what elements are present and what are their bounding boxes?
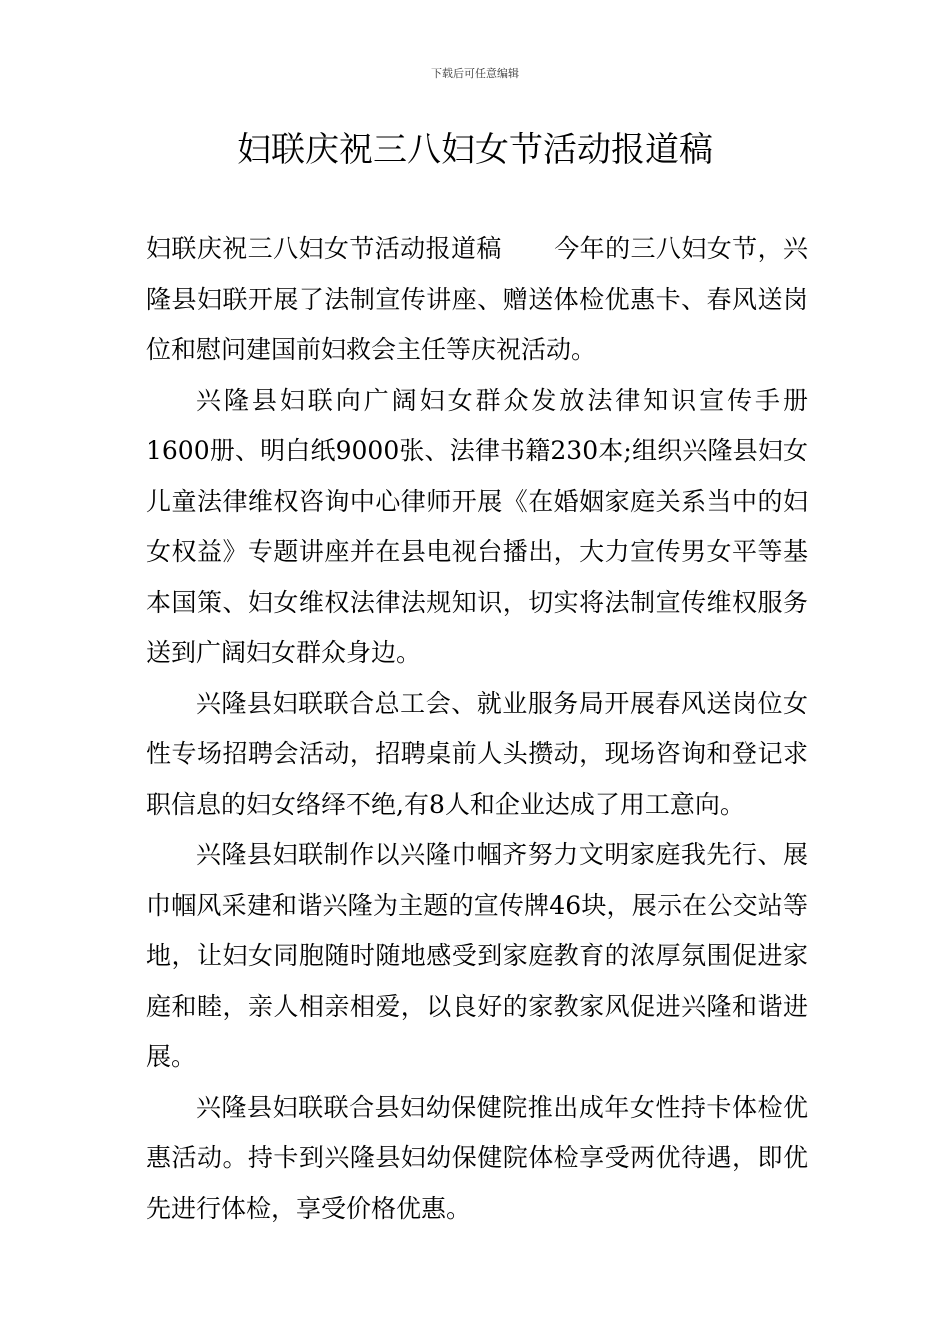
paragraph-health-check: 兴隆县妇联联合县妇幼保健院推出成年女性持卡体检优惠活动。持卡到兴隆县妇幼保健院体检享受两优待遇，即优先进行体检，享受价格优惠。 [146,1092,808,1223]
document-title: 妇联庆祝三八妇女节活动报道稿 [237,130,713,170]
lead-heading: 妇联庆祝三八妇女节活动报道稿 [146,234,502,263]
header-note: 下载后可任意编辑 [431,67,519,80]
document-body [146,224,808,1234]
paragraph-publicity-boards: 兴隆县妇联制作以兴隆巾帼齐努力文明家庭我先行、展巾帼风采建和谐兴隆为主题的宣传牌46块，展示在公交站等地，让妇女同胞随时随地感受到家庭教育的浓厚氛围促进家庭和睦，亲人相亲相爱，以良好的家教家风促进兴隆和谐进展。 [146,840,808,1071]
paragraph-job-fair: 兴隆县妇联联合总工会、就业服务局开展春风送岗位女性专场招聘会活动，招聘桌前人头攒动，现场咨询和登记求职信息的妇女络绎不绝,有8人和企业达成了用工意向。 [146,688,808,819]
lead-paragraph [146,224,808,376]
lead-text: 今年的三八妇女节，兴隆县妇联开展了法制宣传讲座、赠送体检优惠卡、春风送岗位和慰问建国前妇救会主任等庆祝活动。 [146,234,808,364]
paragraph-legal-publicity: 兴隆县妇联向广阔妇女群众发放法律知识宣传手册1600册、明白纸9000张、法律书籍230本;组织兴隆县妇女儿童法律维权咨询中心律师开展《在婚姻家庭关系当中的妇女权益》专题讲座并在县电视台播出，大力宣传男女平等基本国策、妇女维权法律法规知识，切实将法制宣传维权服务送到广阔妇女群众身边。 [146,385,808,667]
